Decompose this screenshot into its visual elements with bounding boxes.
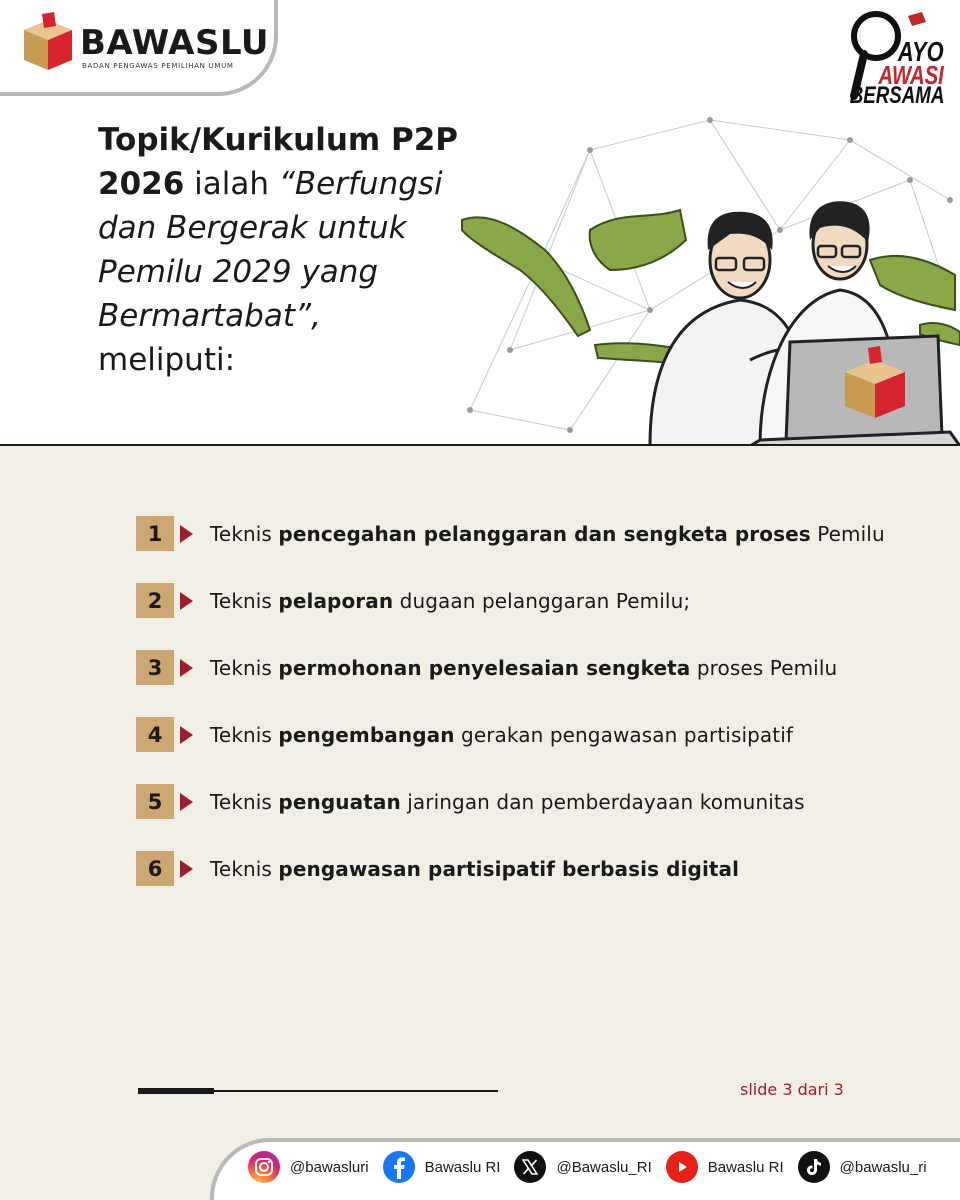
brand-name: BAWASLU xyxy=(80,23,270,63)
social-handle: @bawasluri xyxy=(290,1158,369,1176)
title-theme-start: “Berfungsi xyxy=(278,166,443,202)
social-handle: @Bawaslu_RI xyxy=(556,1158,652,1176)
item-number: 5 xyxy=(136,784,174,819)
social-link-x[interactable] xyxy=(514,1151,651,1183)
slide-progress-fill xyxy=(138,1088,214,1094)
social-link-facebook[interactable] xyxy=(383,1151,501,1183)
tiktok-icon xyxy=(798,1151,830,1183)
list-item xyxy=(136,851,896,886)
item-number: 2 xyxy=(136,583,174,618)
page-title xyxy=(98,118,488,382)
brand-tagline: BADAN PENGAWAS PEMILIHAN UMUM xyxy=(82,62,234,70)
social-handle: Bawaslu RI xyxy=(707,1158,784,1176)
item-text: Teknis penguatan jaringan dan pemberdayaan komunitas xyxy=(210,789,805,814)
list-item xyxy=(136,516,896,551)
arrow-marker-icon xyxy=(180,726,193,744)
title-line-6: meliputi: xyxy=(98,342,236,378)
campaign-word-2: AWASI xyxy=(878,60,944,90)
ballot-box-icon xyxy=(20,12,76,72)
social-link-instagram[interactable] xyxy=(248,1151,369,1183)
social-links xyxy=(248,1150,941,1184)
arrow-marker-icon xyxy=(180,592,193,610)
hero-illustration xyxy=(450,110,960,446)
list-item xyxy=(136,583,896,618)
title-line-5: Bermartabat”, xyxy=(98,298,321,334)
instagram-icon xyxy=(248,1151,280,1183)
campaign-word-1: AYO xyxy=(898,36,944,67)
bawaslu-logo[interactable] xyxy=(20,12,270,74)
item-text: Teknis pengembangan gerakan pengawasan partisipatif xyxy=(210,722,794,747)
arrow-marker-icon xyxy=(180,525,193,543)
social-link-youtube[interactable] xyxy=(666,1151,784,1183)
arrow-marker-icon xyxy=(180,659,193,677)
social-link-tiktok[interactable] xyxy=(798,1151,927,1183)
campaign-badge xyxy=(848,8,948,108)
list-item xyxy=(136,650,896,685)
item-text: Teknis pencegahan pelanggaran dan sengketa proses Pemilu xyxy=(210,521,885,546)
campaign-word-3: BERSAMA xyxy=(849,82,944,109)
title-line-2 xyxy=(98,162,488,206)
arrow-marker-icon xyxy=(180,793,193,811)
item-number: 4 xyxy=(136,717,174,752)
arrow-marker-icon xyxy=(180,860,193,878)
item-text: Teknis pengawasan partisipatif berbasis digital xyxy=(210,856,740,881)
social-handle: Bawaslu RI xyxy=(424,1158,501,1176)
facebook-icon xyxy=(383,1151,415,1183)
item-number: 1 xyxy=(136,516,174,551)
title-connector: ialah xyxy=(184,166,279,202)
curriculum-list xyxy=(136,516,896,918)
item-number: 3 xyxy=(136,650,174,685)
title-line-4: Pemilu 2029 yang xyxy=(98,254,379,290)
header-area xyxy=(0,0,960,446)
item-text: Teknis permohonan penyelesaian sengketa proses Pemilu xyxy=(210,655,838,680)
title-line-3: dan Bergerak untuk xyxy=(98,210,407,246)
youtube-icon xyxy=(666,1151,698,1183)
title-line-1: Topik/Kurikulum P2P xyxy=(98,122,459,158)
x-icon xyxy=(514,1151,546,1183)
title-year: 2026 xyxy=(98,166,185,202)
item-number: 6 xyxy=(136,851,174,886)
list-item xyxy=(136,784,896,819)
social-handle: @bawaslu_ri xyxy=(839,1158,927,1176)
item-text: Teknis pelaporan dugaan pelanggaran Pemilu; xyxy=(210,588,691,613)
list-item xyxy=(136,717,896,752)
slide-counter: slide 3 dari 3 xyxy=(740,1080,844,1099)
